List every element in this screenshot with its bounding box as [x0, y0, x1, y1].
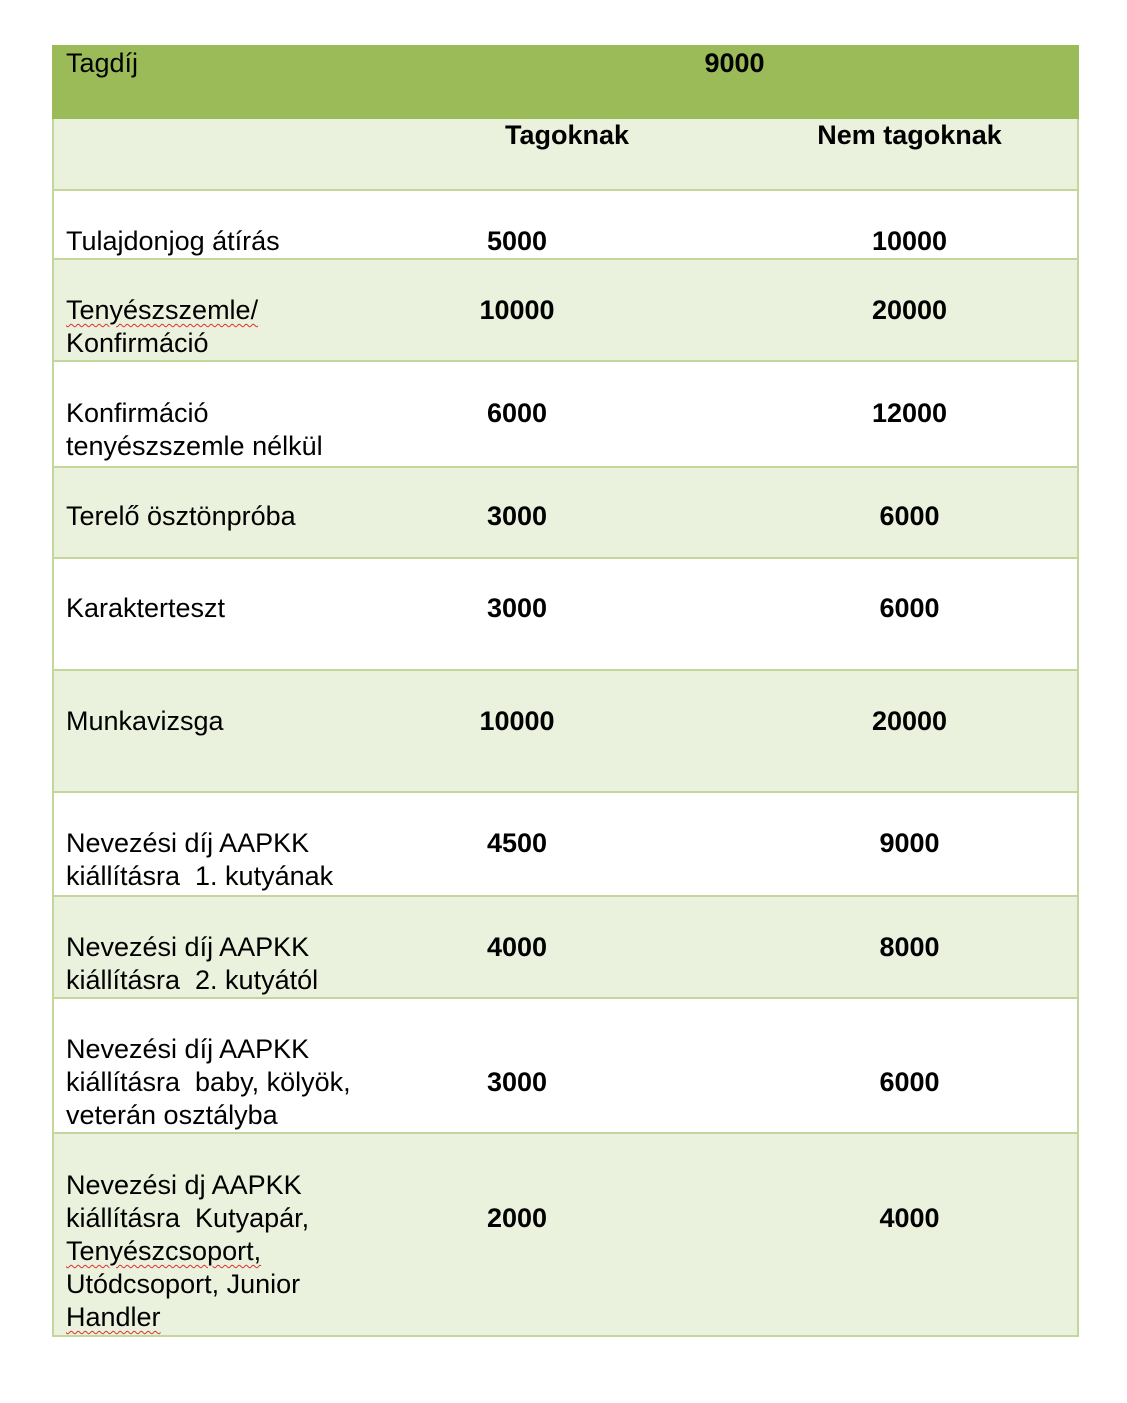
- price-nem-tagoknak: 12000: [742, 361, 1078, 467]
- label-line: Karakterteszt: [66, 593, 226, 623]
- table-row: [53, 259, 1078, 361]
- label-line: Nevezési díj AAPKK: [66, 1034, 310, 1064]
- row-label: [53, 792, 392, 896]
- label-line: Tenyészszemle/: [66, 295, 259, 325]
- label-line: Handler: [66, 1302, 161, 1332]
- tagdij-label: Tagdíj: [53, 46, 392, 118]
- price-nem-tagoknak: 9000: [742, 792, 1078, 896]
- table-row: [53, 190, 1078, 259]
- row-label: [53, 467, 392, 558]
- price-nem-tagoknak: 4000: [742, 1133, 1078, 1336]
- table-row: [53, 998, 1078, 1133]
- label-line: kiállításra 2. kutyától: [66, 965, 319, 995]
- price-tagoknak: 10000: [392, 670, 742, 792]
- label-line: Munkavizsga: [66, 706, 224, 736]
- label-line: kiállításra 1. kutyának: [66, 861, 334, 891]
- table-row: [53, 896, 1078, 998]
- price-tagoknak: 4500: [392, 792, 742, 896]
- price-nem-tagoknak: 6000: [742, 467, 1078, 558]
- label-line: veterán osztályba: [66, 1100, 278, 1130]
- row-label: [53, 896, 392, 998]
- price-nem-tagoknak: 20000: [742, 670, 1078, 792]
- table-row: [53, 361, 1078, 467]
- row-label: [53, 670, 392, 792]
- row-label: [53, 998, 392, 1133]
- row-label: [53, 1133, 392, 1336]
- row-label: [53, 558, 392, 670]
- label-line: tenyészszemle nélkül: [66, 431, 323, 461]
- price-tagoknak: 4000: [392, 896, 742, 998]
- label-line: Terelő ösztönpróba: [66, 501, 296, 531]
- column-header-empty: [53, 118, 392, 190]
- table-row: [53, 1133, 1078, 1336]
- column-header-nem-tagoknak: Nem tagoknak: [742, 118, 1078, 190]
- label-line: Nevezési díj AAPKK: [66, 828, 310, 858]
- label-line: Nevezési dj AAPKK: [66, 1170, 302, 1200]
- price-tagoknak: 10000: [392, 259, 742, 361]
- label-line: kiállításra baby, kölyök,: [66, 1067, 351, 1097]
- label-line: Utódcsoport, Junior: [66, 1269, 301, 1299]
- price-tagoknak: 6000: [392, 361, 742, 467]
- row-label: [53, 190, 392, 259]
- price-nem-tagoknak: 6000: [742, 558, 1078, 670]
- price-tagoknak: 3000: [392, 998, 742, 1133]
- price-tagoknak: 5000: [392, 190, 742, 259]
- price-nem-tagoknak: 10000: [742, 190, 1078, 259]
- label-line: Tulajdonjog átírás: [66, 226, 280, 256]
- row-label: [53, 259, 392, 361]
- table-row: [53, 792, 1078, 896]
- label-line: Konfirmáció: [66, 398, 209, 428]
- label-line: Konfirmáció: [66, 328, 209, 358]
- price-nem-tagoknak: 8000: [742, 896, 1078, 998]
- table-row: [53, 467, 1078, 558]
- price-tagoknak: 3000: [392, 467, 742, 558]
- table-row: [53, 558, 1078, 670]
- row-label: [53, 361, 392, 467]
- tagdij-row: [53, 46, 1078, 118]
- price-tagoknak: 3000: [392, 558, 742, 670]
- label-line: Nevezési díj AAPKK: [66, 932, 310, 962]
- tagdij-value: 9000: [392, 46, 1078, 118]
- label-line: Tenyészcsoport,: [66, 1236, 262, 1266]
- table-row: [53, 670, 1078, 792]
- price-nem-tagoknak: 20000: [742, 259, 1078, 361]
- fee-table: [52, 45, 1079, 1337]
- label-line: kiállításra Kutyapár,: [66, 1203, 310, 1233]
- column-header-row: [53, 118, 1078, 190]
- price-tagoknak: 2000: [392, 1133, 742, 1336]
- column-header-tagoknak: Tagoknak: [392, 118, 742, 190]
- price-nem-tagoknak: 6000: [742, 998, 1078, 1133]
